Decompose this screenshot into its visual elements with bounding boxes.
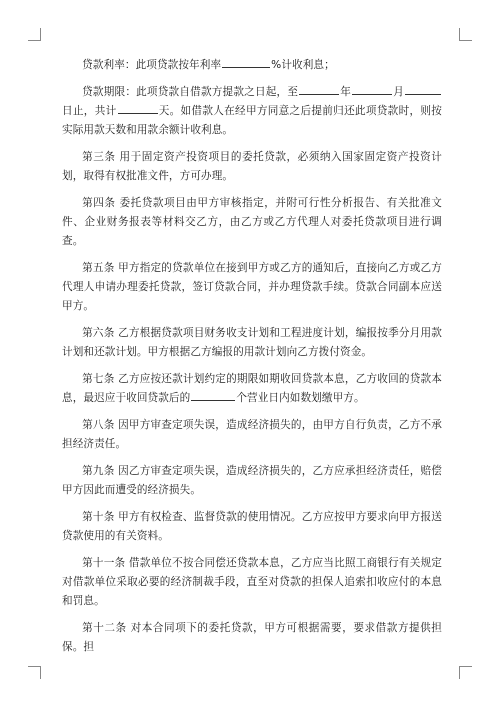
loan-rate-label: 贷款利率：此项贷款按年利率 xyxy=(82,59,222,71)
loan-rate-suffix: %计收利息； xyxy=(271,59,335,71)
crop-mark-bottom-right xyxy=(459,666,472,679)
article-7-suffix: 个营业日内如数划缴甲方。 xyxy=(236,392,365,404)
year-label: 年 xyxy=(340,86,352,98)
document-body xyxy=(62,56,442,665)
crop-mark-top-right xyxy=(459,28,472,41)
article-3: 第三条 用于固定资产投资项目的委托贷款，必须纳入国家固定资产投资计划，取得有权批准文件，方可办理。 xyxy=(62,151,442,182)
article-12: 第十二条 对本合同项下的委托贷款，甲方可根据需要，要求借款方提供担保。担 xyxy=(62,622,442,653)
year-blank[interactable] xyxy=(299,83,339,95)
month-blank[interactable] xyxy=(352,83,392,95)
article-10: 第十条 甲方有权检查、监督贷款的使用情况。乙方应按甲方要求向甲方报送贷款使用的有关资料。 xyxy=(62,511,442,542)
loan-rate-paragraph xyxy=(62,56,442,75)
article-4: 第四条 委托贷款项目由甲方审核指定，并附可行性分析报告、有关批准文件、企业财务报表等材料交乙方，由乙方或乙方代理人对委托贷款项目进行调查。 xyxy=(62,197,442,247)
article-7-text: 第七条 乙方应按还款计划约定的期限如期收回贷款本息，乙方收回的贷款本息，最迟应于收回贷款后的 xyxy=(62,373,442,404)
day-blank[interactable] xyxy=(405,83,441,95)
article-5: 第五条 甲方指定的贷款单位在接到甲方或乙方的通知后，直接向乙方或乙方代理人申请办理委托贷款，签订贷款合同，并办理贷款手续。贷款合同副本应送甲方。 xyxy=(62,262,442,312)
loan-term-label: 贷款期限：此项贷款自借款方提款之日起，至 xyxy=(82,86,299,98)
article-9: 第九条 因乙方审查定项失误，造成经济损失的，乙方应承担经济责任，赔偿甲方因此而遭受的经济损失。 xyxy=(62,465,442,496)
crop-mark-bottom-left xyxy=(28,666,41,679)
month-label: 月 xyxy=(393,86,405,98)
crop-mark-top-left xyxy=(28,28,41,41)
article-7 xyxy=(62,370,442,408)
article-11: 第十一条 借款单位不按合同偿还贷款本息，乙方应当比照工商银行有关规定对借款单位采取必要的经济制裁手段，直至对贷款的担保人追索扣收应付的本息和罚息。 xyxy=(62,557,442,607)
rate-blank[interactable] xyxy=(222,56,270,68)
business-days-blank[interactable] xyxy=(191,389,235,401)
article-6: 第六条 乙方根据贷款项目财务收支计划和工程进度计划，编报按季分月用款计划和还款计划。甲方根据乙方编报的用款计划向乙方拨付资金。 xyxy=(62,327,442,358)
term-suffix: 天。如借款人在经甲方同意之后提前归还此项贷款时，则按实际用款天数和用款余额计收利息。 xyxy=(62,105,442,136)
loan-term-paragraph xyxy=(62,83,442,140)
days-blank[interactable] xyxy=(118,102,158,114)
term-total-label: 日止，共计 xyxy=(62,105,117,117)
article-8: 第八条 因甲方审查定项失误，造成经济损失的，由甲方自行负责，乙方不承担经济责任。 xyxy=(62,419,442,450)
